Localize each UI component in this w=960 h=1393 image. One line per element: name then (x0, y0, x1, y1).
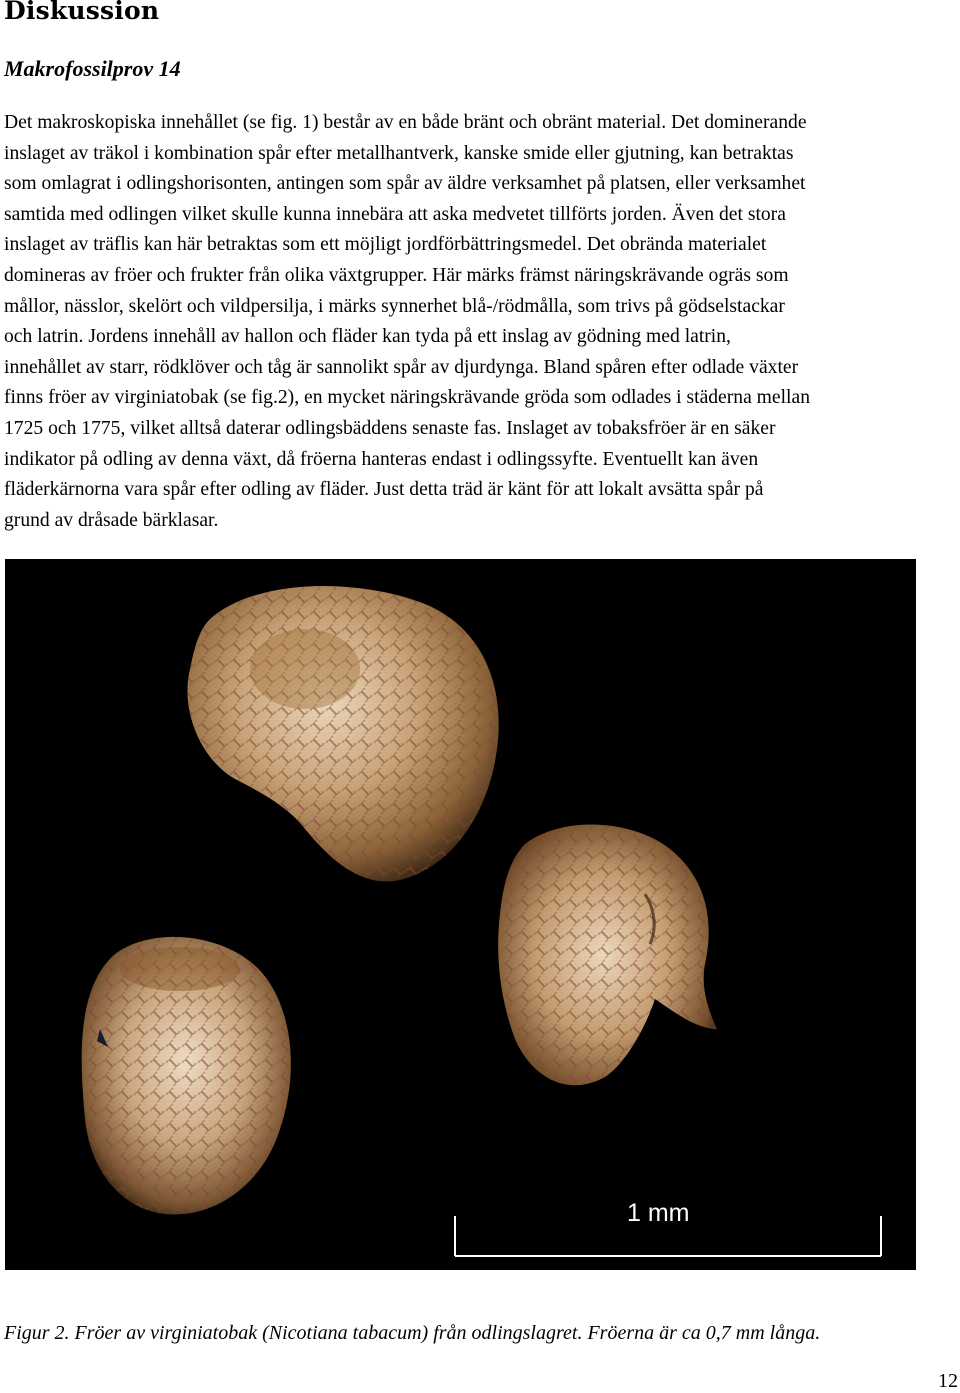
paragraph-line: domineras av fröer och frukter från olika växtgrupper. Här märks främst näringskrävande ogräs som (4, 264, 789, 286)
paragraph-line: innehållet av starr, rödklöver och tåg är sannolikt spår av djurdynga. Bland spåren efter odlade växter (4, 356, 799, 378)
paragraph-line: som omlagrat i odlingshorisonten, antingen som spår av äldre verksamhet på platsen, eller verksamhet (4, 173, 806, 195)
sample-subheading: Makrofossilprov 14 (4, 56, 181, 81)
paragraph-line: inslaget av träkol i kombination spår efter metallhantverk, kanske smide eller gjutning, kan betraktas (4, 142, 794, 164)
paragraph-line: indikator på odling av denna växt, då fröerna hanteras endast i odlingssyfte. Eventuellt kan även (4, 448, 759, 470)
paragraph-line: och latrin. Jordens innehåll av hallon och fläder kan tyda på ett inslag av gödning med latrin, (4, 326, 731, 348)
scale-bar-label: 1 mm (627, 1199, 690, 1227)
paragraph-line: Det makroskopiska innehållet (se fig. 1) består av en både bränt och obränt material. Det dominerande (4, 112, 807, 133)
paragraph-line: finns fröer av virginiatobak (se fig.2), en mycket näringskrävande gröda som odlades i städerna mellan (4, 387, 810, 409)
paragraph-line: 1725 och 1775, vilket alltså daterar odlingsbäddens senaste fas. Inslaget av tobaksfröer är en säker (4, 417, 776, 439)
paragraph-line: fläderkärnorna vara spår efter odling av fläder. Just detta träd är känt för att lokalt avsätta spår på (4, 479, 764, 501)
page-number: 12 (938, 1370, 958, 1392)
discussion-paragraph (4, 108, 960, 536)
paragraph-line: samtida med odlingen vilket skulle kunna innebära att aska medvetet tillförts jorden. Även det stora (4, 203, 786, 225)
figure-caption: Figur 2. Fröer av virginiatobak (Nicotiana tabacum) från odlingslagret. Fröerna är ca 0,7 mm långa. (4, 1322, 821, 1344)
seed-top (187, 586, 498, 881)
seed-micrograph (5, 559, 916, 1270)
section-heading: Diskussion (4, 0, 160, 25)
seed-bottom-left (82, 937, 291, 1215)
seed-bottom-right (498, 825, 717, 1086)
paragraph-line: grund av dråsade bärklasar. (4, 509, 219, 531)
paragraph-line: inslaget av träflis kan här betraktas som ett möjligt jordförbättringsmedel. Det obrända materialet (4, 234, 767, 256)
seed-photo-illustration (5, 559, 916, 1270)
paragraph-line: mållor, nässlor, skelört och vildpersilja, i märks synnerhet blå-/rödmålla, som trivs på gödselstackar (4, 295, 785, 317)
